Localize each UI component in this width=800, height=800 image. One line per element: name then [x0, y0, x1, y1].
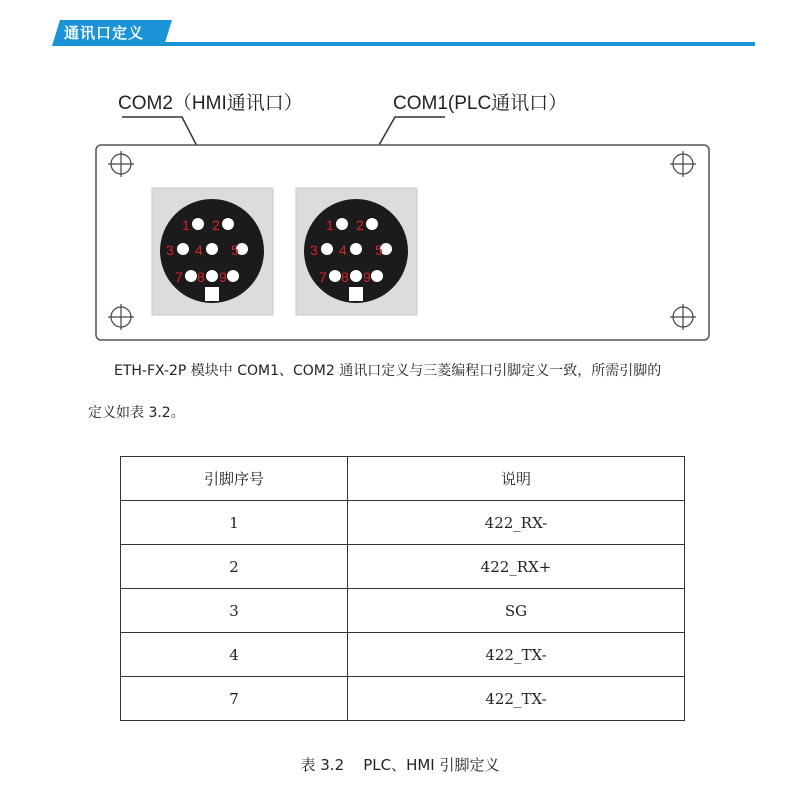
com1-pin-8: 8 [341, 269, 349, 285]
com2-pin-5: 5 [231, 242, 239, 258]
paragraph-line-2: 定义如表 3.2。 [88, 405, 185, 421]
com1-connector [296, 188, 417, 315]
com2-pin-2: 2 [212, 217, 220, 233]
com1-pin-4: 4 [339, 242, 347, 258]
com2-pin-4: 4 [195, 242, 203, 258]
pin-number-cell: 4 [121, 633, 348, 677]
com2-label: COM2（HMI通讯口） [118, 93, 303, 114]
com2-connector [152, 188, 273, 315]
header-description: 说明 [348, 457, 685, 501]
description-cell: 422_RX+ [348, 545, 685, 589]
panel-drawing [0, 0, 800, 350]
com1-pin-3: 3 [310, 242, 318, 258]
com2-pin-3: 3 [166, 242, 174, 258]
com1-pin-2: 2 [356, 217, 364, 233]
description-cell: 422_TX- [348, 677, 685, 721]
header-pin-number: 引脚序号 [121, 457, 348, 501]
table-row [121, 677, 685, 721]
table-row [121, 633, 685, 677]
com1-pin-5: 5 [375, 242, 383, 258]
section-title: 通讯口定义 [64, 24, 145, 42]
port-diagram [0, 0, 800, 350]
com2-pin-7: 7 [175, 269, 183, 285]
table-header-row [121, 457, 685, 501]
description-cell: 422_RX- [348, 501, 685, 545]
paragraph-line-1: ETH-FX-2P 模块中 COM1、COM2 通讯口定义与三菱编程口引脚定义一致，所需引脚的 [114, 363, 662, 379]
pin-number-cell: 7 [121, 677, 348, 721]
pin-definition-table [120, 456, 685, 721]
com1-label: COM1(PLC通讯口） [393, 93, 568, 114]
table-row [121, 501, 685, 545]
description-cell: 422_TX- [348, 633, 685, 677]
pin-number-cell: 1 [121, 501, 348, 545]
com1-pin-9: 9 [363, 269, 371, 285]
com1-pin-1: 1 [326, 217, 334, 233]
table-caption: 表 3.2 PLC、HMI 引脚定义 [300, 756, 500, 774]
table-row [121, 545, 685, 589]
pin-number-cell: 3 [121, 589, 348, 633]
description-cell: SG [348, 589, 685, 633]
com2-pin-1: 1 [182, 217, 190, 233]
table-row [121, 589, 685, 633]
com2-pin-8: 8 [197, 269, 205, 285]
com1-pin-7: 7 [319, 269, 327, 285]
pin-number-cell: 2 [121, 545, 348, 589]
com2-pin-9: 9 [219, 269, 227, 285]
